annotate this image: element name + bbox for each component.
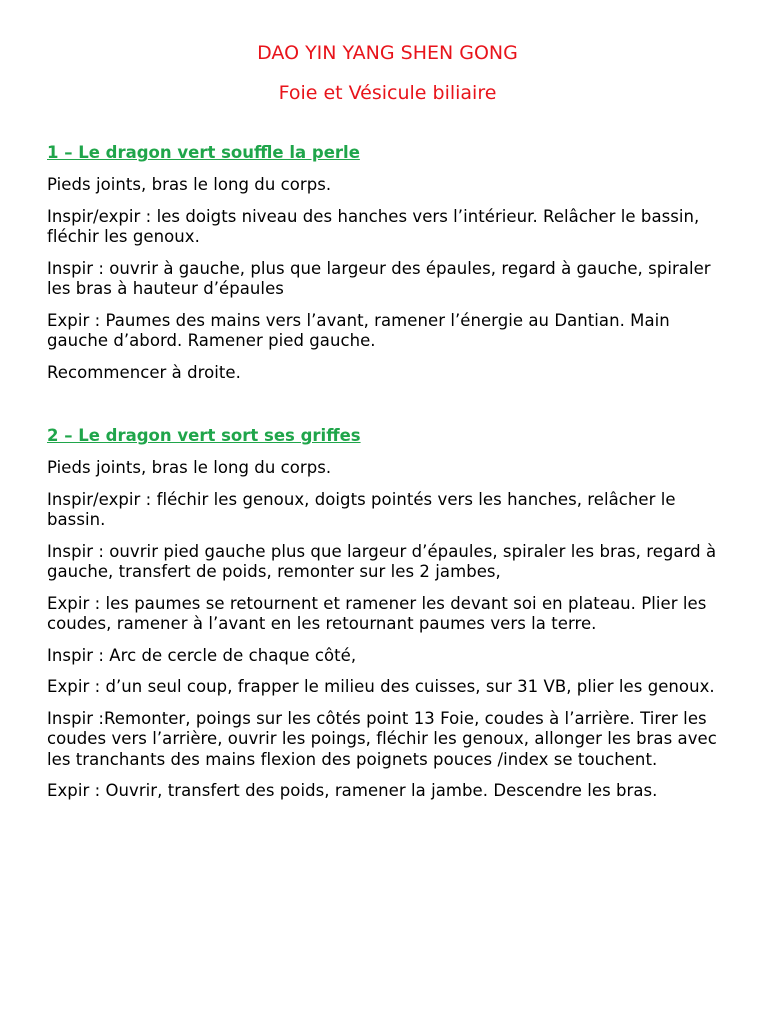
paragraph: Inspir : Arc de cercle de chaque côté,	[47, 645, 357, 665]
paragraph: Inspir/expir : les doigts niveau des hanches vers l’intérieur. Relâcher le bassin, fléchir les genoux.	[47, 206, 700, 246]
paragraph: Inspir :Remonter, poings sur les côtés point 13 Foie, coudes à l’arrière. Tirer les coudes vers l’arrière, ouvrir les poings, fléchir les genoux, allonger les bras avec les tranchants des mains flexion des poignets pouces /index se touchent.	[47, 708, 717, 769]
paragraph: Expir : Paumes des mains vers l’avant, ramener l’énergie au Dantian. Main gauche d’abord. Ramener pied gauche.	[47, 310, 670, 350]
section-2	[47, 425, 728, 802]
paragraph: Expir : les paumes se retournent et ramener les devant soi en plateau. Plier les coudes, ramener à l’avant en les retournant paumes vers la terre.	[47, 593, 707, 633]
paragraph: Expir : Ouvrir, transfert des poids, ramener la jambe. Descendre les bras.	[47, 781, 658, 800]
document-title: DAO YIN YANG SHEN GONG	[257, 42, 518, 64]
paragraph: Inspir : ouvrir pied gauche plus que largeur d’épaules, spiraler les bras, regard à gauche, transfert de poids, remonter sur les 2 jambes,	[47, 541, 717, 581]
paragraph: Recommencer à droite.	[47, 362, 241, 382]
paragraph: Inspir/expir : fléchir les genoux, doigts pointés vers les hanches, relâcher le bassin.	[47, 489, 676, 529]
document-subtitle: Foie et Vésicule biliaire	[278, 82, 497, 104]
paragraph: Expir : d’un seul coup, frapper le milieu des cuisses, sur 31 VB, plier les genoux.	[47, 677, 715, 696]
section-1	[47, 142, 728, 383]
paragraph: Pieds joints, bras le long du corps.	[47, 175, 332, 194]
section-heading: 2 – Le dragon vert sort ses griffes	[47, 426, 361, 445]
paragraph: Inspir : ouvrir à gauche, plus que largeur des épaules, regard à gauche, spiraler les bras à hauteur d’épaules	[47, 258, 711, 298]
paragraph: Pieds joints, bras le long du corps.	[47, 458, 332, 477]
section-heading: 1 – Le dragon vert souffle la perle	[47, 143, 360, 162]
